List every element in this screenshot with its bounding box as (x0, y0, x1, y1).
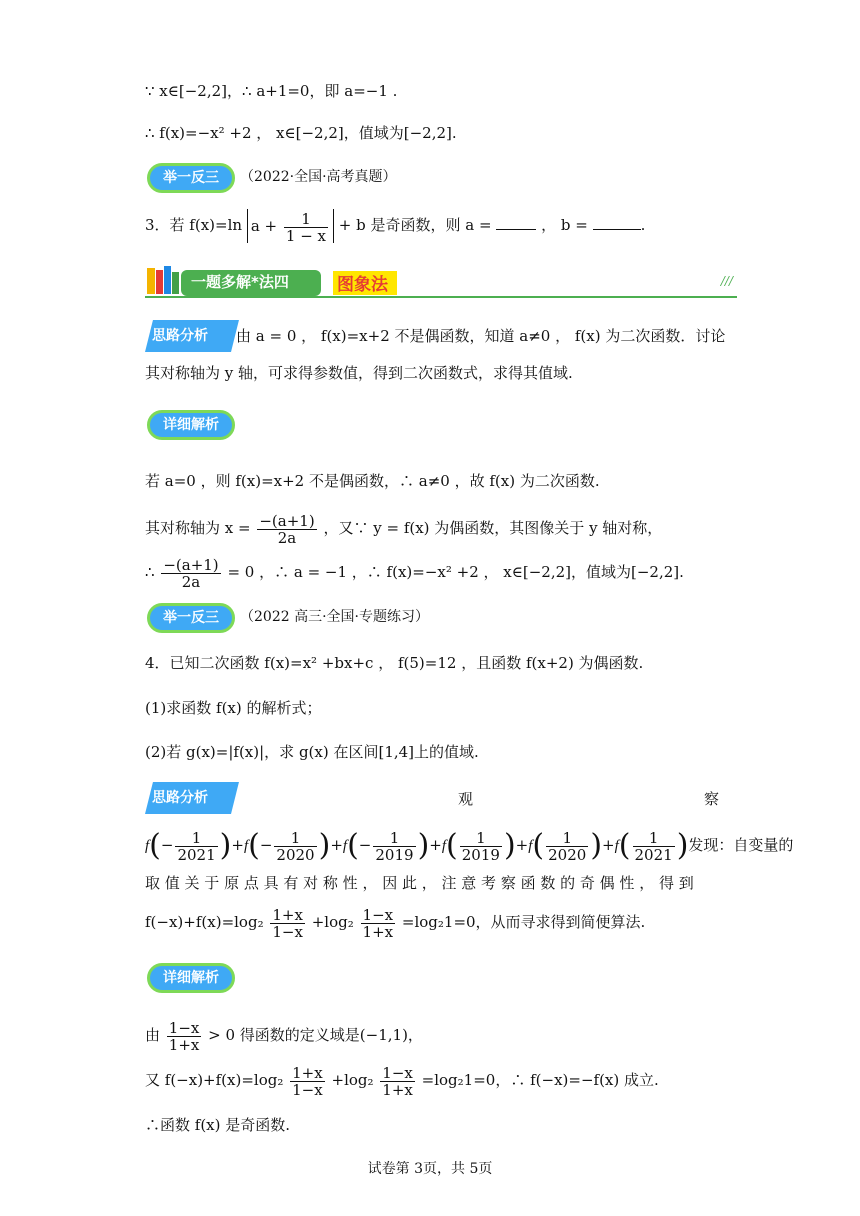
problem-3: 3．若 f(x)=ln a + $\frac{1}{1 - x}$ + b 是奇函数，则 a = ， b = . (145, 209, 646, 245)
therefore-post: = 0 ，∴ a = −1 ，∴ f(x)=−x² +2 ， x∈[−2,2]，值域为[−2,2]. (227, 563, 684, 581)
log-frac-1: $\frac{1+x}{1-x}$ (272, 905, 303, 941)
frac-2019-neg: $\frac{1}{2019}$ (375, 828, 414, 864)
log-pre: f(−x)+f(x)=log₂ (145, 913, 264, 931)
frac-2020-neg: $\frac{1}{2020}$ (276, 828, 315, 864)
domain-line (145, 1015, 423, 1055)
again-mid: +log₂ (331, 1071, 374, 1089)
again-pre: 又 f(−x)+f(x)=log₂ (145, 1071, 284, 1089)
source-2: （2022 高三·全国·专题练习） (240, 609, 429, 625)
dom-post: > 0 得函数的定义域是(−1,1)， (208, 1026, 423, 1044)
axis-den: 2a (277, 528, 297, 547)
xiangxi-line-2 (145, 508, 662, 548)
problem-4-part2: (2)若 g(x)=|f(x)|，求 g(x) 在区间[1,4]上的值域. (145, 743, 479, 761)
zero-num: −(a+1) (163, 555, 219, 574)
frac-2021-neg: $\frac{1}{2021}$ (177, 828, 216, 864)
again-frac-1: $\frac{1+x}{1-x}$ (292, 1063, 323, 1099)
abs-bars (247, 209, 334, 243)
symmetry-line: 取 值 关 于 原 点 具 有 对 称 性 ， 因 此 ， 注 意 考 察 函 数 的 奇 偶 性 ， 得 到 (145, 874, 694, 892)
axis-num: −(a+1) (259, 511, 315, 530)
log-post: =log₂1=0，从而寻求得到简便算法. (401, 913, 646, 931)
xiangxi-line-3 (145, 552, 684, 592)
log-line (145, 902, 645, 942)
frac-2020: $\frac{1}{2020}$ (548, 828, 587, 864)
dom-frac: $\frac{1-x}{1+x}$ (168, 1018, 200, 1054)
banner-title: 一题多解*法四 (191, 273, 289, 291)
observe-end: 发现：自变量的 (688, 836, 794, 854)
silu-badge-2: 思路分析 (152, 790, 208, 806)
method-title: 图象法 (337, 275, 388, 295)
again-post: =log₂1=0，∴ f(−x)=−f(x) 成立. (421, 1071, 659, 1089)
line-result: ∴ f(x)=−x² +2 ， x∈[−2,2]，值域为[−2,2]. (145, 124, 457, 142)
p3-inside: a + (250, 217, 278, 235)
section-banner (145, 264, 737, 298)
source-1: （2022·全国·高考真题） (240, 169, 397, 185)
badge-juyi-1: 举一反三 (147, 163, 235, 193)
problem-4: 4．已知二次函数 f(x)=x² +bx+c ， f(5)=12 ，且函数 f(x+2) 为偶函数. (145, 654, 644, 672)
silu-line-1: 由 a = 0 ， f(x)=x+2 不是偶函数，知道 a≠0 ， f(x) 为二次函数．讨论 (236, 327, 726, 345)
axis-fraction (257, 513, 316, 546)
xiangxi-line-1: 若 a=0 ，则 f(x)=x+2 不是偶函数，∴ a≠0 ，故 f(x) 为二次函数. (145, 472, 600, 490)
p3-b: ， b = (541, 216, 588, 234)
problem-4-part1: (1)求函数 f(x) 的解析式； (145, 699, 322, 717)
xiangxi-badge-1: 详细解析 (147, 410, 235, 440)
p3-suffix: + b 是奇函数，则 a = (338, 216, 492, 234)
dom-pre: 由 (145, 1026, 161, 1044)
again-frac-2: $\frac{1-x}{1+x}$ (382, 1063, 413, 1099)
banner-slashes: /// (720, 274, 733, 288)
frac-2021: $\frac{1}{2021}$ (634, 828, 673, 864)
silu-line-2: 其对称轴为 y 轴，可求得参数值，得到二次函数式，求得其值域. (145, 364, 573, 382)
page-footer: 试卷第 3页，共 5页 (367, 1161, 493, 1177)
axis-post: ，又∵ y = f(x) 为偶函数，其图像关于 y 轴对称， (323, 519, 663, 537)
line-condition: ∵ x∈[−2,2]，∴ a+1=0，即 a=−1 . (145, 82, 398, 100)
p3-prefix: 3．若 f(x)=ln (145, 216, 243, 234)
conclusion: ∴函数 f(x) 是奇函数. (145, 1116, 291, 1134)
frac-2019: $\frac{1}{2019}$ (461, 828, 500, 864)
log-frac-2: $\frac{1-x}{1+x}$ (362, 905, 394, 941)
p3-frac-den: 1 − x (285, 226, 327, 245)
observe-word-2: 察 (704, 790, 720, 808)
sum-expression: f(− $\frac{1}{2021}$ )+f(− $\frac{1}{2020}$ )+f(− $\frac{1}{2019}$ )+f( $\frac{1}{2019}$ )+f( $\frac{1}{2020}$ )+f( $\frac{1}{2021}$ )发现：自变量的 (145, 828, 794, 864)
axis-pre: 其对称轴为 x = (145, 519, 251, 537)
log-mid: +log₂ (311, 913, 354, 931)
badge-juyi-2: 举一反三 (147, 603, 235, 633)
p3-fraction (284, 211, 328, 244)
therefore-pre: ∴ (145, 563, 155, 581)
blank-b[interactable] (593, 215, 641, 230)
again-line (145, 1060, 659, 1100)
silu-badge-1: 思路分析 (152, 328, 208, 344)
blank-a[interactable] (496, 215, 536, 230)
zero-den: 2a (181, 572, 201, 591)
xiangxi-badge-2: 详细解析 (147, 963, 235, 993)
observe-word-1: 观 (458, 790, 474, 808)
p3-frac-num: 1 (284, 211, 328, 228)
book-icon (147, 268, 155, 294)
zero-fraction (161, 557, 220, 590)
